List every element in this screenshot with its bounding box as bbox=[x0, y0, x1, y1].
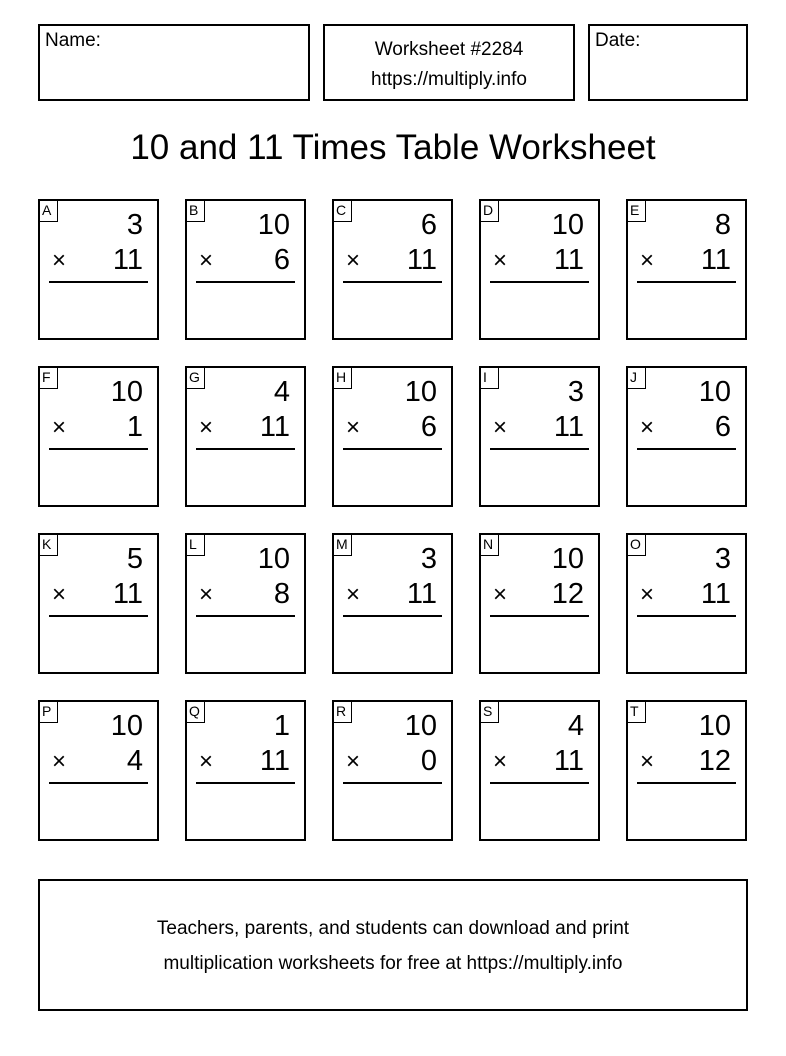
multiplier: 12 bbox=[551, 578, 584, 610]
problem-letter: O bbox=[626, 533, 646, 556]
problem-card bbox=[185, 700, 306, 841]
worksheet-info-box bbox=[323, 24, 575, 101]
answer-line bbox=[343, 782, 442, 784]
multiplicand: 3 bbox=[126, 209, 143, 241]
answer-line bbox=[196, 281, 295, 283]
answer-line bbox=[196, 448, 295, 450]
times-sign: × bbox=[640, 247, 655, 274]
worksheet-url: https://multiply.info bbox=[371, 69, 527, 90]
answer-line bbox=[49, 448, 148, 450]
times-sign: × bbox=[346, 247, 361, 274]
times-sign: × bbox=[493, 414, 508, 441]
multiplier: 11 bbox=[259, 745, 290, 777]
multiplier: 6 bbox=[420, 411, 437, 443]
problem-card bbox=[479, 366, 600, 507]
problem-letter: Q bbox=[185, 700, 205, 723]
multiplicand: 4 bbox=[273, 376, 290, 408]
multiplier: 12 bbox=[698, 745, 731, 777]
multiplier: 11 bbox=[112, 244, 143, 276]
problem-letter: T bbox=[626, 700, 646, 723]
problem-letter: H bbox=[332, 366, 352, 389]
times-sign: × bbox=[52, 748, 67, 775]
problem-card bbox=[626, 700, 747, 841]
problem-card bbox=[332, 366, 453, 507]
multiplier: 6 bbox=[714, 411, 731, 443]
multiplicand: 10 bbox=[551, 543, 584, 575]
name-label: Name: bbox=[45, 30, 101, 51]
worksheet-number: Worksheet #2284 bbox=[374, 39, 524, 60]
answer-line bbox=[196, 615, 295, 617]
problem-letter: R bbox=[332, 700, 352, 723]
problem-card bbox=[185, 366, 306, 507]
answer-line bbox=[490, 281, 589, 283]
problem-letter: J bbox=[626, 366, 646, 389]
problem-letter: L bbox=[185, 533, 205, 556]
multiplier: 11 bbox=[700, 244, 731, 276]
multiplicand: 10 bbox=[698, 710, 731, 742]
problem-letter: N bbox=[479, 533, 499, 556]
name-field-box bbox=[38, 24, 310, 101]
problem-card bbox=[332, 533, 453, 674]
multiplier: 11 bbox=[553, 244, 584, 276]
problem-letter: S bbox=[479, 700, 499, 723]
answer-line bbox=[49, 782, 148, 784]
times-sign: × bbox=[199, 414, 214, 441]
problem-letter: A bbox=[38, 199, 58, 222]
times-sign: × bbox=[52, 581, 67, 608]
answer-line bbox=[196, 782, 295, 784]
footer-line-1: Teachers, parents, and students can download and print bbox=[156, 918, 630, 939]
problem-card bbox=[38, 199, 159, 340]
problem-letter: M bbox=[332, 533, 352, 556]
problem-letter: B bbox=[185, 199, 205, 222]
problem-card bbox=[479, 199, 600, 340]
multiplicand: 5 bbox=[126, 543, 143, 575]
times-sign: × bbox=[640, 748, 655, 775]
problem-letter: E bbox=[626, 199, 646, 222]
answer-line bbox=[343, 281, 442, 283]
multiplier: 11 bbox=[406, 578, 437, 610]
multiplier: 11 bbox=[700, 578, 731, 610]
answer-line bbox=[49, 281, 148, 283]
problem-card bbox=[626, 366, 747, 507]
multiplier: 11 bbox=[553, 411, 584, 443]
multiplicand: 3 bbox=[567, 376, 584, 408]
multiplicand: 6 bbox=[420, 209, 437, 241]
times-sign: × bbox=[199, 247, 214, 274]
multiplier: 0 bbox=[420, 745, 437, 777]
multiplicand: 10 bbox=[110, 376, 143, 408]
answer-line bbox=[343, 615, 442, 617]
multiplier: 11 bbox=[553, 745, 584, 777]
multiplicand: 1 bbox=[273, 710, 290, 742]
problem-card bbox=[332, 700, 453, 841]
problem-letter: I bbox=[479, 366, 499, 389]
multiplier: 11 bbox=[259, 411, 290, 443]
times-sign: × bbox=[52, 414, 67, 441]
multiplier: 4 bbox=[126, 745, 143, 777]
problem-card bbox=[185, 199, 306, 340]
problem-card bbox=[479, 533, 600, 674]
multiplicand: 10 bbox=[551, 209, 584, 241]
answer-line bbox=[637, 615, 736, 617]
times-sign: × bbox=[493, 748, 508, 775]
multiplicand: 10 bbox=[257, 543, 290, 575]
footer-line-2: multiplication worksheets for free at https://multiply.info bbox=[163, 953, 623, 974]
date-label: Date: bbox=[595, 30, 641, 51]
problem-card bbox=[626, 199, 747, 340]
times-sign: × bbox=[199, 581, 214, 608]
multiplicand: 10 bbox=[404, 376, 437, 408]
answer-line bbox=[637, 448, 736, 450]
multiplier: 11 bbox=[112, 578, 143, 610]
multiplicand: 3 bbox=[714, 543, 731, 575]
multiplier: 6 bbox=[273, 244, 290, 276]
answer-line bbox=[637, 281, 736, 283]
multiplicand: 4 bbox=[567, 710, 584, 742]
multiplicand: 10 bbox=[257, 209, 290, 241]
times-sign: × bbox=[346, 748, 361, 775]
answer-line bbox=[49, 615, 148, 617]
problem-card bbox=[479, 700, 600, 841]
problem-card bbox=[626, 533, 747, 674]
problem-letter: K bbox=[38, 533, 58, 556]
footer-box bbox=[38, 879, 748, 1011]
page-title: 10 and 11 Times Table Worksheet bbox=[130, 128, 656, 167]
problem-card bbox=[185, 533, 306, 674]
times-sign: × bbox=[346, 581, 361, 608]
answer-line bbox=[343, 448, 442, 450]
multiplicand: 10 bbox=[698, 376, 731, 408]
multiplicand: 8 bbox=[714, 209, 731, 241]
problem-card bbox=[38, 533, 159, 674]
problem-letter: G bbox=[185, 366, 205, 389]
times-sign: × bbox=[199, 748, 214, 775]
problem-card bbox=[38, 700, 159, 841]
times-sign: × bbox=[493, 247, 508, 274]
problem-card bbox=[38, 366, 159, 507]
times-sign: × bbox=[346, 414, 361, 441]
problem-letter: D bbox=[479, 199, 499, 222]
multiplicand: 10 bbox=[110, 710, 143, 742]
problem-card bbox=[332, 199, 453, 340]
times-sign: × bbox=[52, 247, 67, 274]
times-sign: × bbox=[493, 581, 508, 608]
times-sign: × bbox=[640, 581, 655, 608]
answer-line bbox=[490, 448, 589, 450]
answer-line bbox=[637, 782, 736, 784]
date-field-box bbox=[588, 24, 748, 101]
multiplier: 8 bbox=[273, 578, 290, 610]
multiplier: 1 bbox=[126, 411, 143, 443]
multiplicand: 10 bbox=[404, 710, 437, 742]
multiplier: 11 bbox=[406, 244, 437, 276]
answer-line bbox=[490, 615, 589, 617]
problem-letter: P bbox=[38, 700, 58, 723]
multiplicand: 3 bbox=[420, 543, 437, 575]
answer-line bbox=[490, 782, 589, 784]
times-sign: × bbox=[640, 414, 655, 441]
problem-letter: C bbox=[332, 199, 352, 222]
problem-letter: F bbox=[38, 366, 58, 389]
